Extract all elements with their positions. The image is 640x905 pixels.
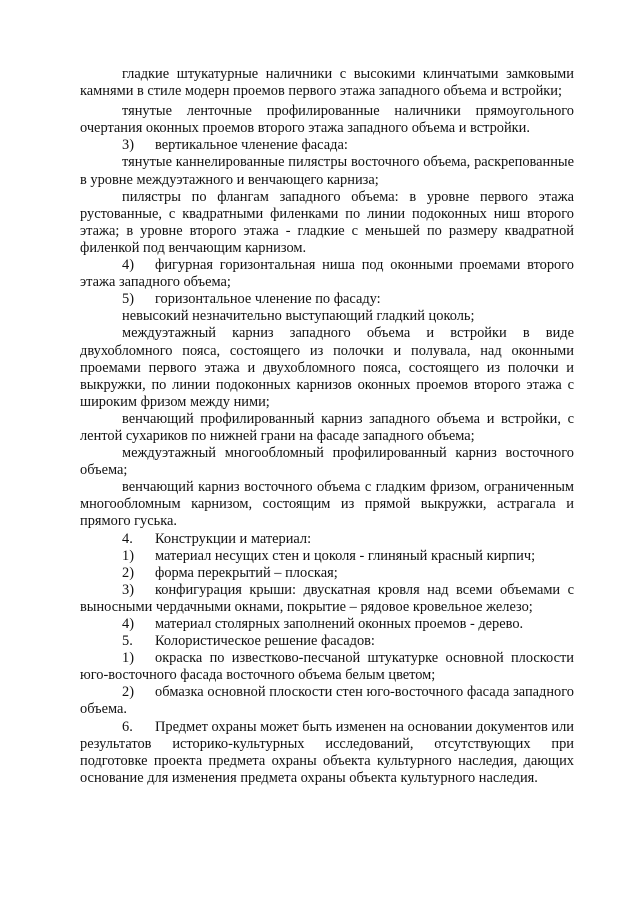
paragraph: тянутые ленточные профилированные наличники прямоугольного очертания оконных проемов второго этажа западного объема и встройки. xyxy=(80,103,574,137)
list-item xyxy=(80,684,574,718)
item-text: окраска по известково-песчаной штукатурке основной плоскости юго-восточного фасада восточного объема белым цветом; xyxy=(80,650,574,684)
list-item xyxy=(80,291,574,308)
item-text: материал несущих стен и цоколя - глиняный красный кирпич; xyxy=(155,547,536,564)
list-item xyxy=(80,616,574,633)
item-number: 3) xyxy=(122,581,134,598)
paragraph: междуэтажный многообломный профилированный карниз восточного объема; xyxy=(80,445,574,479)
item-number: 1) xyxy=(122,547,134,564)
paragraph: невысокий незначительно выступающий гладкий цоколь; xyxy=(122,308,475,325)
item-number: 5) xyxy=(122,291,134,308)
list-item xyxy=(80,137,574,154)
item-text: Предмет охраны может быть изменен на основании документов или результатов историко-культурных исследований, отсутствующих при подготовке проекта предмета охраны объекта культурного наследия, дающих основание для изменения предмета охраны объекта культурного наследия. xyxy=(80,718,574,786)
list-item xyxy=(80,565,574,582)
item-number: 2) xyxy=(122,564,134,581)
list-item xyxy=(80,548,574,565)
list-item xyxy=(80,257,574,291)
item-text: фигурная горизонтальная ниша под оконными проемами второго этажа западного объема; xyxy=(80,257,574,291)
item-text: горизонтальное членение по фасаду: xyxy=(155,291,381,308)
document-body xyxy=(80,66,574,787)
list-item xyxy=(80,582,574,616)
item-text: Конструкции и материал: xyxy=(155,530,312,547)
item-text: Колористическое решение фасадов: xyxy=(155,633,375,650)
item-number: 3) xyxy=(122,137,134,154)
paragraph: венчающий профилированный карниз западного объема и встройки, с лентой сухариков по нижней грани на фасаде западного объема; xyxy=(80,410,574,444)
paragraph: венчающий карниз восточного объема с гладким фризом, ограниченным многообломным карнизом, состоящим из прямой выкружки, астрагала и прямого гуська. xyxy=(80,479,574,530)
item-number: 4. xyxy=(122,530,133,547)
paragraph: тянутые каннелированные пилястры восточного объема, раскрепованные в уровне междуэтажного и венчающего карниза; xyxy=(80,154,574,188)
item-number: 2) xyxy=(122,684,134,701)
item-number: 4) xyxy=(122,257,134,274)
paragraph: междуэтажный карниз западного объема и встройки в виде двухобломного пояса, состоящего из полочки и полувала, над оконными проемами первого этажа и двухобломного пояса, состоящего из полочки и выкружки, по линии подоконных карнизов оконных проемов второго этажа с широким фризом между ними; xyxy=(80,325,574,410)
item-text: обмазка основной плоскости стен юго-восточного фасада западного объема. xyxy=(80,684,574,718)
item-number: 6. xyxy=(122,718,133,735)
item-text: вертикальное членение фасада: xyxy=(155,137,348,154)
item-text: конфигурация крыши: двускатная кровля над всеми объемами с выносными чердачными окнами, покрытие – рядовое кровельное железо; xyxy=(80,581,574,615)
item-number: 1) xyxy=(122,650,134,667)
item-text: форма перекрытий – плоская; xyxy=(155,564,338,581)
paragraph: гладкие штукатурные наличники с высокими клинчатыми замковыми камнями в стиле модерн проемов первого этажа западного объема и встройки; xyxy=(80,66,574,100)
item-number: 5. xyxy=(122,633,133,650)
list-item xyxy=(80,650,574,684)
list-item xyxy=(80,531,574,548)
paragraph: пилястры по флангам западного объема: в уровне первого этажа рустованные, с квадратными филенками по линии подоконных ниш второго этажа; в уровне второго этажа - гладкие с меньшей по размеру квадратной филенкой под венчающим карнизом. xyxy=(80,188,574,256)
item-number: 4) xyxy=(122,616,134,632)
list-item xyxy=(80,633,574,650)
list-item xyxy=(80,719,574,787)
item-text: материал столярных заполнений оконных проемов - дерево. xyxy=(155,616,524,632)
